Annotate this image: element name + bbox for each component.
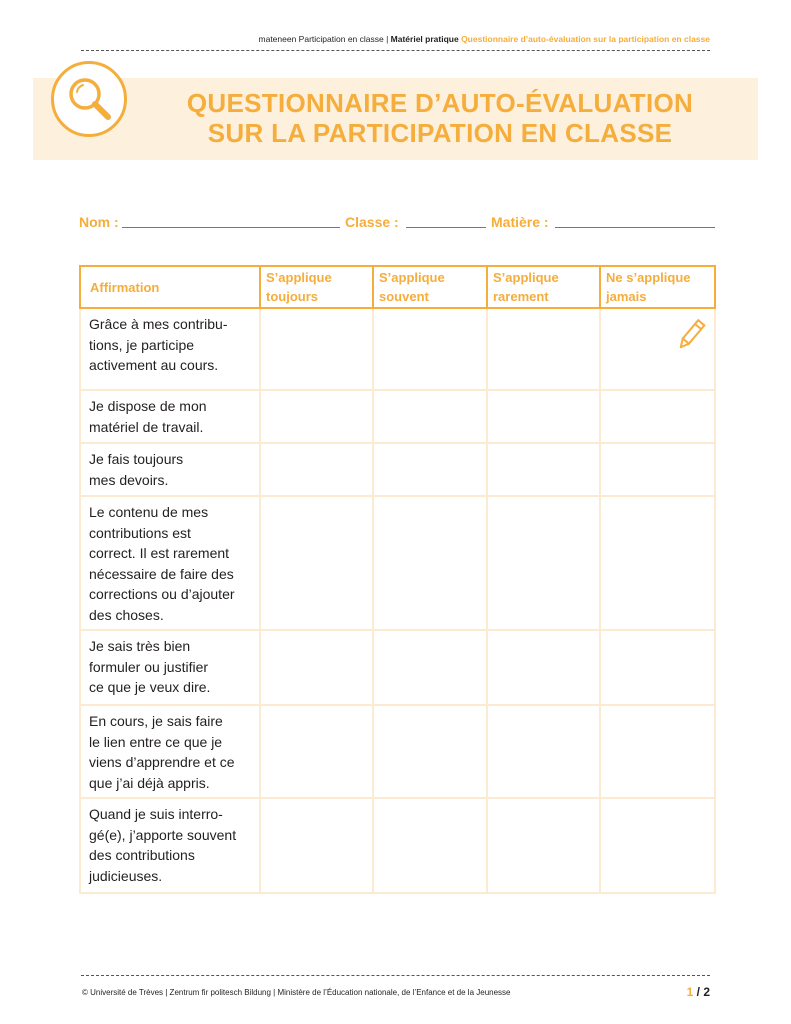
class-field[interactable] — [406, 227, 486, 228]
statement-cell: Je sais très bien formuler ou justifier ce que je veux dire. — [80, 630, 260, 705]
subject-field[interactable] — [555, 227, 715, 228]
table-row — [80, 496, 715, 630]
answer-cell-rarely[interactable] — [487, 798, 600, 893]
running-header — [0, 34, 710, 44]
magnifier-icon — [51, 61, 127, 137]
table-row — [80, 308, 715, 390]
answer-cell-never[interactable] — [600, 798, 715, 893]
answer-cell-always[interactable] — [260, 798, 373, 893]
answer-cell-rarely[interactable] — [487, 443, 600, 496]
answer-cell-always[interactable] — [260, 630, 373, 705]
page-title — [130, 88, 750, 148]
answer-cell-always[interactable] — [260, 308, 373, 390]
statement-cell: Le contenu de mes contributions est correct. Il est rarement nécessaire de faire des corrections ou d’ajouter des choses. — [80, 496, 260, 630]
statement-cell: Grâce à mes contribu- tions, je participe activement au cours. — [80, 308, 260, 390]
answer-cell-rarely[interactable] — [487, 308, 600, 390]
answer-cell-often[interactable] — [373, 798, 487, 893]
answer-cell-always[interactable] — [260, 496, 373, 630]
answer-cell-often[interactable] — [373, 705, 487, 798]
answer-cell-often[interactable] — [373, 630, 487, 705]
answer-cell-always[interactable] — [260, 390, 373, 443]
student-info-fields — [79, 212, 715, 232]
name-label: Nom : — [79, 214, 119, 230]
answer-cell-never[interactable] — [600, 496, 715, 630]
page-number — [687, 985, 710, 999]
answer-cell-never[interactable] — [600, 308, 715, 390]
page-current: 1 — [686, 985, 694, 999]
title-line-1: QUESTIONNAIRE D’AUTO-ÉVALUATION — [186, 88, 694, 118]
footer-credits: © Université de Trèves | Zentrum fir politesch Bildung | Ministère de l’Éducation nationale, de l’Enfance et de la Jeunesse — [82, 988, 511, 997]
footer-divider — [81, 975, 710, 976]
table-row — [80, 390, 715, 443]
statement-cell: En cours, je sais faire le lien entre ce que je viens d’apprendre et ce que j’ai déjà appris. — [80, 705, 260, 798]
answer-cell-never[interactable] — [600, 390, 715, 443]
header-statement: Affirmation — [80, 266, 260, 308]
header-document: Questionnaire d’auto-évaluation sur la participation en classe — [461, 34, 710, 44]
answer-cell-always[interactable] — [260, 443, 373, 496]
answer-cell-rarely[interactable] — [487, 705, 600, 798]
header-divider — [81, 50, 710, 51]
title-line-2: SUR LA PARTICIPATION EN CLASSE — [207, 118, 673, 148]
header-section: Matériel pratique — [390, 34, 462, 44]
table-row — [80, 705, 715, 798]
class-label: Classe : — [345, 214, 399, 230]
answer-cell-often[interactable] — [373, 308, 487, 390]
table-row — [80, 798, 715, 893]
answer-cell-rarely[interactable] — [487, 390, 600, 443]
header-course: mateneen Participation en classe | — [258, 34, 391, 44]
answer-cell-never[interactable] — [600, 630, 715, 705]
table-row — [80, 443, 715, 496]
answer-cell-often[interactable] — [373, 390, 487, 443]
header-often: S’applique souvent — [373, 266, 487, 308]
subject-label: Matière : — [491, 214, 549, 230]
answer-cell-never[interactable] — [600, 705, 715, 798]
table-header-row — [80, 266, 715, 308]
answer-cell-rarely[interactable] — [487, 496, 600, 630]
answer-cell-often[interactable] — [373, 443, 487, 496]
statement-cell: Je fais toujours mes devoirs. — [80, 443, 260, 496]
answer-cell-often[interactable] — [373, 496, 487, 630]
page-total: / 2 — [693, 985, 710, 999]
answer-cell-rarely[interactable] — [487, 630, 600, 705]
statement-cell: Quand je suis interro- gé(e), j’apporte souvent des contributions judicieuses. — [80, 798, 260, 893]
name-field[interactable] — [122, 227, 340, 228]
header-never: Ne s’applique jamais — [600, 266, 715, 308]
pencil-icon — [676, 317, 706, 353]
header-always: S’applique toujours — [260, 266, 373, 308]
statement-cell: Je dispose de mon matériel de travail. — [80, 390, 260, 443]
table-row — [80, 630, 715, 705]
self-assessment-table — [79, 265, 716, 894]
header-rarely: S’applique rarement — [487, 266, 600, 308]
answer-cell-never[interactable] — [600, 443, 715, 496]
answer-cell-always[interactable] — [260, 705, 373, 798]
